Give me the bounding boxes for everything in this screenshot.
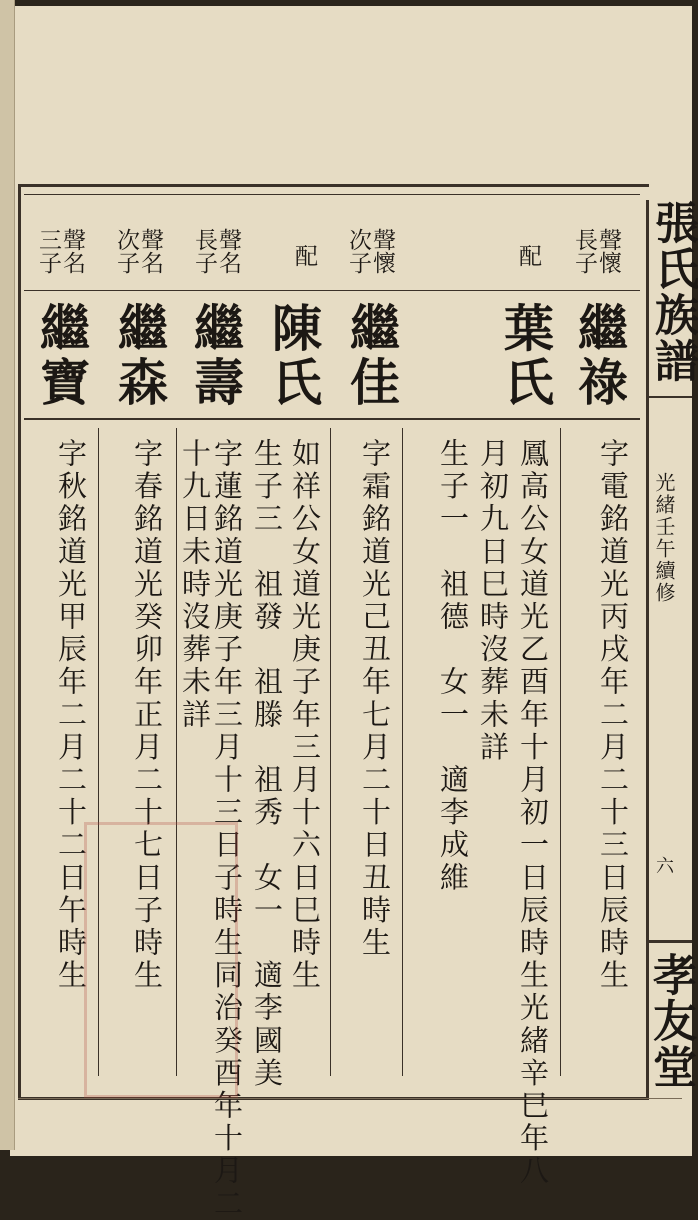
relation-label: 聲名長子	[191, 228, 241, 274]
member-name: 繼佳	[342, 302, 401, 410]
member-name: 繼森	[110, 302, 169, 410]
frame-inner-rule	[24, 194, 640, 195]
children-record: 生子三 祖發 祖滕 祖秀 女一 適李國美	[250, 438, 284, 1090]
spouse-record-cont: 月初九日巳時沒葬未詳	[476, 438, 510, 764]
spouse-label: 配	[515, 244, 541, 267]
birth-record: 字霜銘道光己丑年七月二十日丑時生	[358, 438, 392, 960]
page-bottom-edge	[18, 1098, 682, 1107]
birth-record: 字電銘道光丙戌年二月二十三日辰時生	[596, 438, 630, 993]
children-record: 生子一 祖德 女一 適李成維	[436, 438, 470, 895]
spouse-name: 陳氏	[264, 302, 323, 410]
hall-name: 孝友堂	[645, 952, 696, 1090]
column-divider	[402, 428, 403, 1076]
member-name: 繼祿	[570, 302, 629, 410]
library-seal	[84, 822, 238, 1098]
death-record-cont: 十九日未時沒葬未詳	[178, 438, 212, 732]
relation-label: 聲懷長子	[571, 228, 621, 274]
banner-divider	[646, 396, 692, 398]
label-row-rule	[24, 290, 640, 291]
relation-label: 聲名次子	[113, 228, 163, 274]
birth-record: 字秋銘道光甲辰年二月二十二日午時生	[54, 438, 88, 993]
relation-label: 聲名三子	[35, 228, 85, 274]
banner-divider-lower	[646, 940, 692, 943]
member-name: 繼寶	[32, 302, 91, 410]
member-name: 繼壽	[186, 302, 245, 410]
spouse-record: 如祥公女道光庚子年三月十六日巳時生	[288, 438, 322, 993]
spouse-name: 葉氏	[496, 302, 555, 410]
name-row-rule	[24, 418, 640, 420]
birth-record: 字春銘道光癸卯年正月二十七日子時生	[130, 438, 164, 993]
edition-note: 光緒壬午續修	[652, 472, 676, 604]
spouse-record: 鳳高公女道光乙酉年十月初一日辰時生光緒辛巳年八	[516, 438, 550, 1188]
genealogy-title: 張氏族譜	[647, 200, 698, 384]
spouse-label: 配	[291, 244, 317, 267]
birth-record: 字蓮銘道光庚子年三月十三日子時生同治癸酉年十月二	[210, 438, 244, 1220]
binding-edge	[0, 0, 15, 1150]
column-divider	[560, 428, 561, 1076]
relation-label: 聲懷次子	[345, 228, 395, 274]
column-divider	[330, 428, 331, 1076]
page-number: 六	[653, 856, 674, 874]
